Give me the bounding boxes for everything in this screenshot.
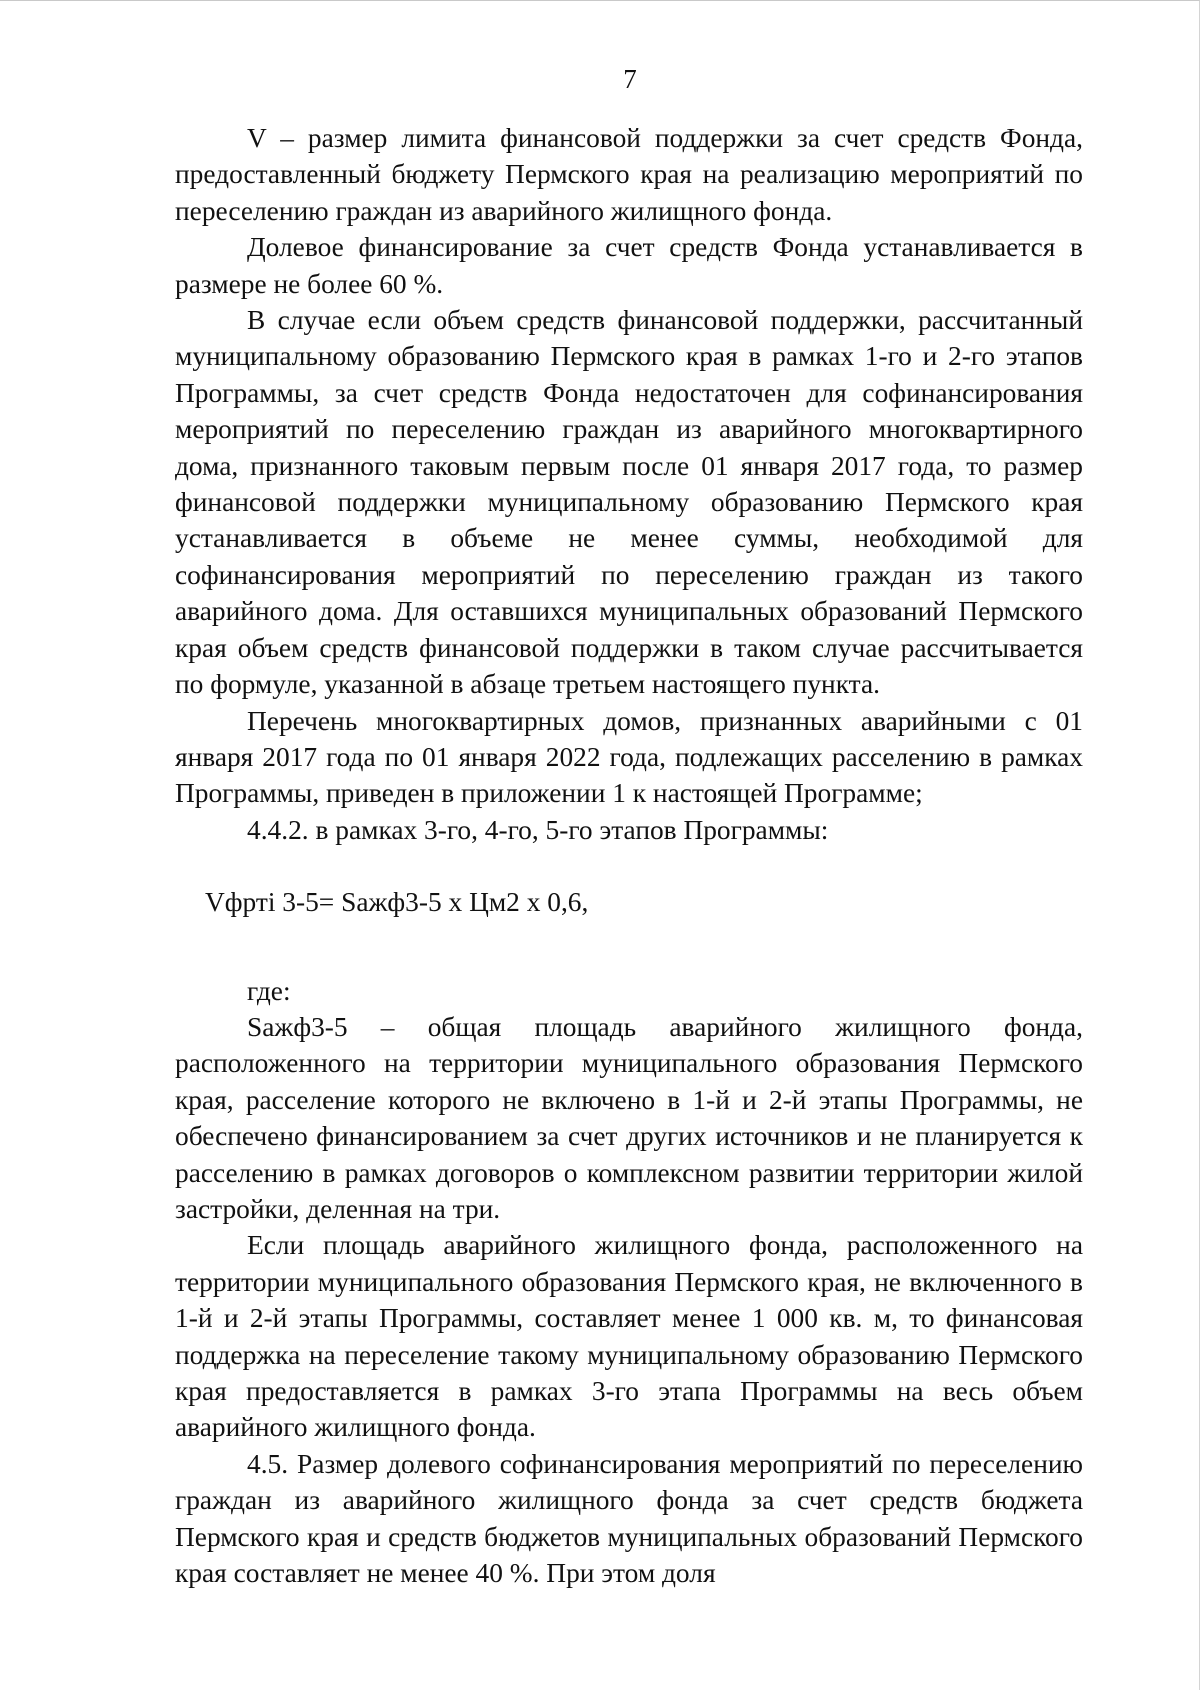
paragraph-limit-definition: V – размер лимита финансовой поддержки за счет средств Фонда, предоставленный бюджету Пермского края на реализацию мероприятий по переселению граждан из аварийного жилищного фонда.: [175, 123, 1083, 226]
formula-spacer-top: [175, 848, 1083, 884]
paragraph-small-area: Если площадь аварийного жилищного фонда, расположенного на территории муниципального образования Пермского края, не включенного в 1-й и 2-й этапы Программы, составляет менее 1 000 кв. м, то финансовая поддержка на переселение такому муниципальному образованию Пермского края предоставляется в рамках 3-го этапа Программы на весь объем аварийного жилищного фонда.: [175, 1230, 1083, 1443]
formula: Vфртi 3-5= Sажф3-5 х Цм2 х 0,6,: [205, 887, 589, 918]
paragraph-houses-list: Перечень многоквартирных домов, признанных аварийными с 01 января 2017 года по 01 января 2022 года, подлежащих расселению в рамках Программы, приведен в приложении 1 к настоящей Программе;: [175, 705, 1083, 809]
paragraph-area-definition: Sажф3-5 – общая площадь аварийного жилищного фонда, расположенного на территории муниципального образования Пермского края, расселение которого не включено в 1-й и 2-й этапы Программы, не обеспечено финансированием за счет других источников и не планируется к расселению в рамках договоров о комплексном развитии территории жилой застройки, деленная на три.: [175, 1011, 1083, 1224]
document-body: [175, 120, 1083, 1591]
paragraph-share-financing: Долевое финансирование за счет средств Фонда устанавливается в размере не более 60 %.: [175, 232, 1083, 299]
paragraph-cofinancing-size: 4.5. Размер долевого софинансирования мероприятий по переселению граждан из аварийного жилищного фонда за счет средств бюджета Пермского края и средств бюджетов муниципальных образований Пермского края составляет не менее 40 %. При этом доля: [175, 1448, 1083, 1589]
where-label: где:: [247, 975, 291, 1006]
page-number: 7: [623, 64, 637, 94]
paragraph-stages-3-5: 4.4.2. в рамках 3-го, 4-го, 5-го этапов Программы:: [247, 814, 829, 845]
formula-spacer-bottom: [175, 921, 1083, 973]
paragraph-insufficient-support: В случае если объем средств финансовой поддержки, рассчитанный муниципальному образованию Пермского края в рамках 1-го и 2-го этапов Программы, за счет средств Фонда недостаточен для софинансирования мероприятий по переселению граждан из аварийного многоквартирного дома, признанного таковым первым после 01 января 2017 года, то размер финансовой поддержки муниципальному образованию Пермского края устанавливается в объеме не менее суммы, необходимой для софинансирования мероприятий по переселению граждан из такого аварийного дома. Для оставшихся муниципальных образований Пермского края объем средств финансовой поддержки в таком случае рассчитывается по формуле, указанной в абзаце третьем настоящего пункта.: [175, 305, 1083, 700]
